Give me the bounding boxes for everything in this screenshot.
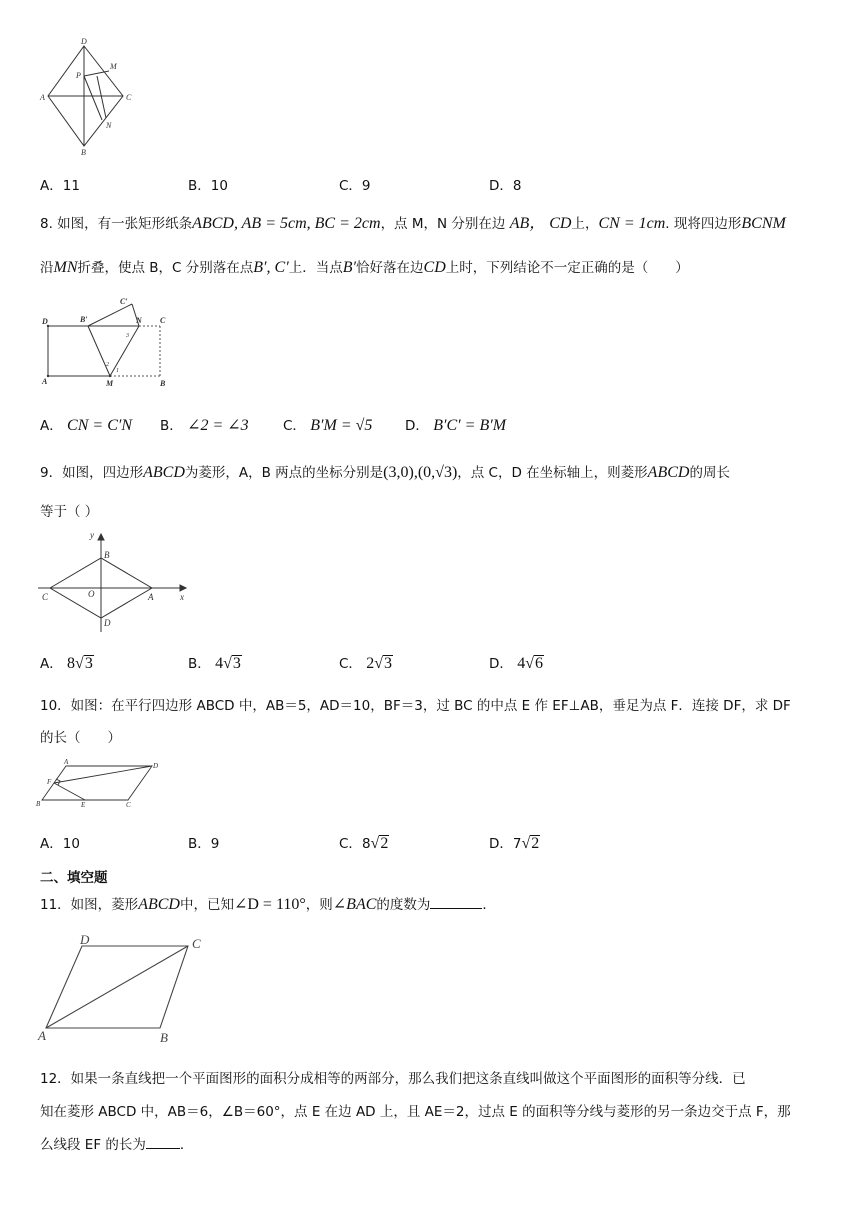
q8-label-D: D <box>42 317 48 326</box>
q7-label-D: D <box>81 37 87 46</box>
q8-option-c: C． B′M = √5 <box>283 417 373 434</box>
q8-label-a1: 1 <box>116 368 119 374</box>
q10-figure <box>36 756 166 810</box>
q9-label-y: y <box>90 530 94 540</box>
q10-option-c: C．8√2 <box>339 835 389 852</box>
q10-option-b: B．9 <box>188 836 220 852</box>
q7-figure <box>36 36 136 156</box>
q9-option-a: A． 8√3 <box>40 655 93 672</box>
section-heading: 二、填空题 <box>40 870 108 886</box>
q11-label-B: B <box>160 1030 168 1045</box>
q11-stem: 11．如图，菱形ABCD中，已知∠D = 110°，则∠BAC的度数为 ． <box>40 896 496 913</box>
q7-label-B: B <box>81 148 86 156</box>
q9-label-O: O <box>88 589 95 599</box>
q10-label-B: B <box>36 800 41 808</box>
q10-option-a: A．10 <box>40 836 80 852</box>
q8-label-C: C <box>160 316 166 325</box>
q7-label-M: M <box>110 62 117 71</box>
q8-label-a2: 2 <box>106 362 109 368</box>
q10-option-d: D．7√2 <box>489 835 540 852</box>
q12-stem-line2: 知在菱形 ABCD 中，AB＝6，∠B＝60°，点 E 在边 AD 上，且 AE＝2，过点 E 的面积等分线与菱形的另一条边交于点 F，那 <box>40 1104 791 1120</box>
q9-label-D: D <box>104 618 111 628</box>
q7-label-A: A <box>40 93 45 102</box>
q8-label-a3: 3 <box>126 333 129 339</box>
q7-label-C: C <box>126 93 132 102</box>
q10-label-D: D <box>153 762 159 770</box>
q9-option-b: B． 4√3 <box>188 655 241 672</box>
q12-stem-line3: 么线段 EF 的长为 ． <box>40 1137 194 1153</box>
q7-option-b: B．10 <box>188 178 228 194</box>
q7-option-a: A．11 <box>40 178 80 194</box>
q9-option-c: C． 2√3 <box>339 655 393 672</box>
q8-label-M: M <box>106 379 114 388</box>
q7-option-c: C．9 <box>339 178 371 194</box>
q11-answer-blank[interactable] <box>430 896 482 909</box>
q11-label-C: C <box>192 936 201 951</box>
q10-label-F: F <box>47 778 52 786</box>
q7-option-d: D．8 <box>489 178 522 194</box>
q8-label-B: B <box>160 379 166 388</box>
q9-label-x: x <box>180 592 184 602</box>
q8-label-B1: B′ <box>80 315 88 324</box>
q8-option-b: B． ∠2 = ∠3 <box>160 417 249 434</box>
q12-stem-line1: 12．如果一条直线把一个平面图形的面积分成相等的两部分，那么我们把这条直线叫做这个平面图形的面积等分线．已 <box>40 1071 746 1087</box>
q8-option-a: A． CN = C′N <box>40 417 133 434</box>
q10-label-E: E <box>81 801 86 809</box>
q11-figure <box>36 928 216 1046</box>
q9-stem-line2: 等于（ ） <box>40 504 99 520</box>
q9-option-d: D． 4√6 <box>489 655 543 672</box>
q10-stem-line2: 的长（ ） <box>40 730 121 746</box>
q10-label-A: A <box>64 758 69 766</box>
q11-label-D: D <box>80 932 90 947</box>
q7-label-P: P <box>76 71 81 80</box>
q8-label-C1: C′ <box>120 297 128 306</box>
q9-label-A: A <box>148 592 154 602</box>
q9-label-C: C <box>42 592 49 602</box>
q9-stem-line1: 9．如图，四边形ABCD为菱形，A，B 两点的坐标分别是(3,0),(0,√3)，点 C，D 在坐标轴上，则菱形ABCD的周长 <box>40 464 730 481</box>
q9-figure <box>36 526 196 636</box>
q9-label-B: B <box>104 550 110 560</box>
q12-answer-blank[interactable] <box>146 1136 180 1149</box>
q11-label-A: A <box>38 1028 46 1043</box>
q8-label-N: N <box>136 316 142 325</box>
q8-label-A: A <box>42 377 48 386</box>
q8-option-d: D． B′C′ = B′M <box>405 417 507 434</box>
q10-label-C: C <box>126 801 131 809</box>
q8-figure <box>36 292 176 392</box>
q10-stem-line1: 10．如图：在平行四边形 ABCD 中，AB＝5，AD＝10，BF＝3，过 BC 的中点 E 作 EF⊥AB，垂足为点 F．连接 DF，求 DF <box>40 698 791 714</box>
q7-label-N: N <box>106 121 112 130</box>
q8-stem-line1: 8. 如图，有一张矩形纸条ABCD, AB = 5cm, BC = 2cm，点 M，N 分别在边 AB， CD上，CN = 1cm. 现将四边形BCNM <box>40 215 786 232</box>
q8-stem-line2: 沿MN折叠，使点 B，C 分别落在点B′, C′上．当点B′恰好落在边CD上时，下列结论不一定正确的是（ ） <box>40 259 689 276</box>
